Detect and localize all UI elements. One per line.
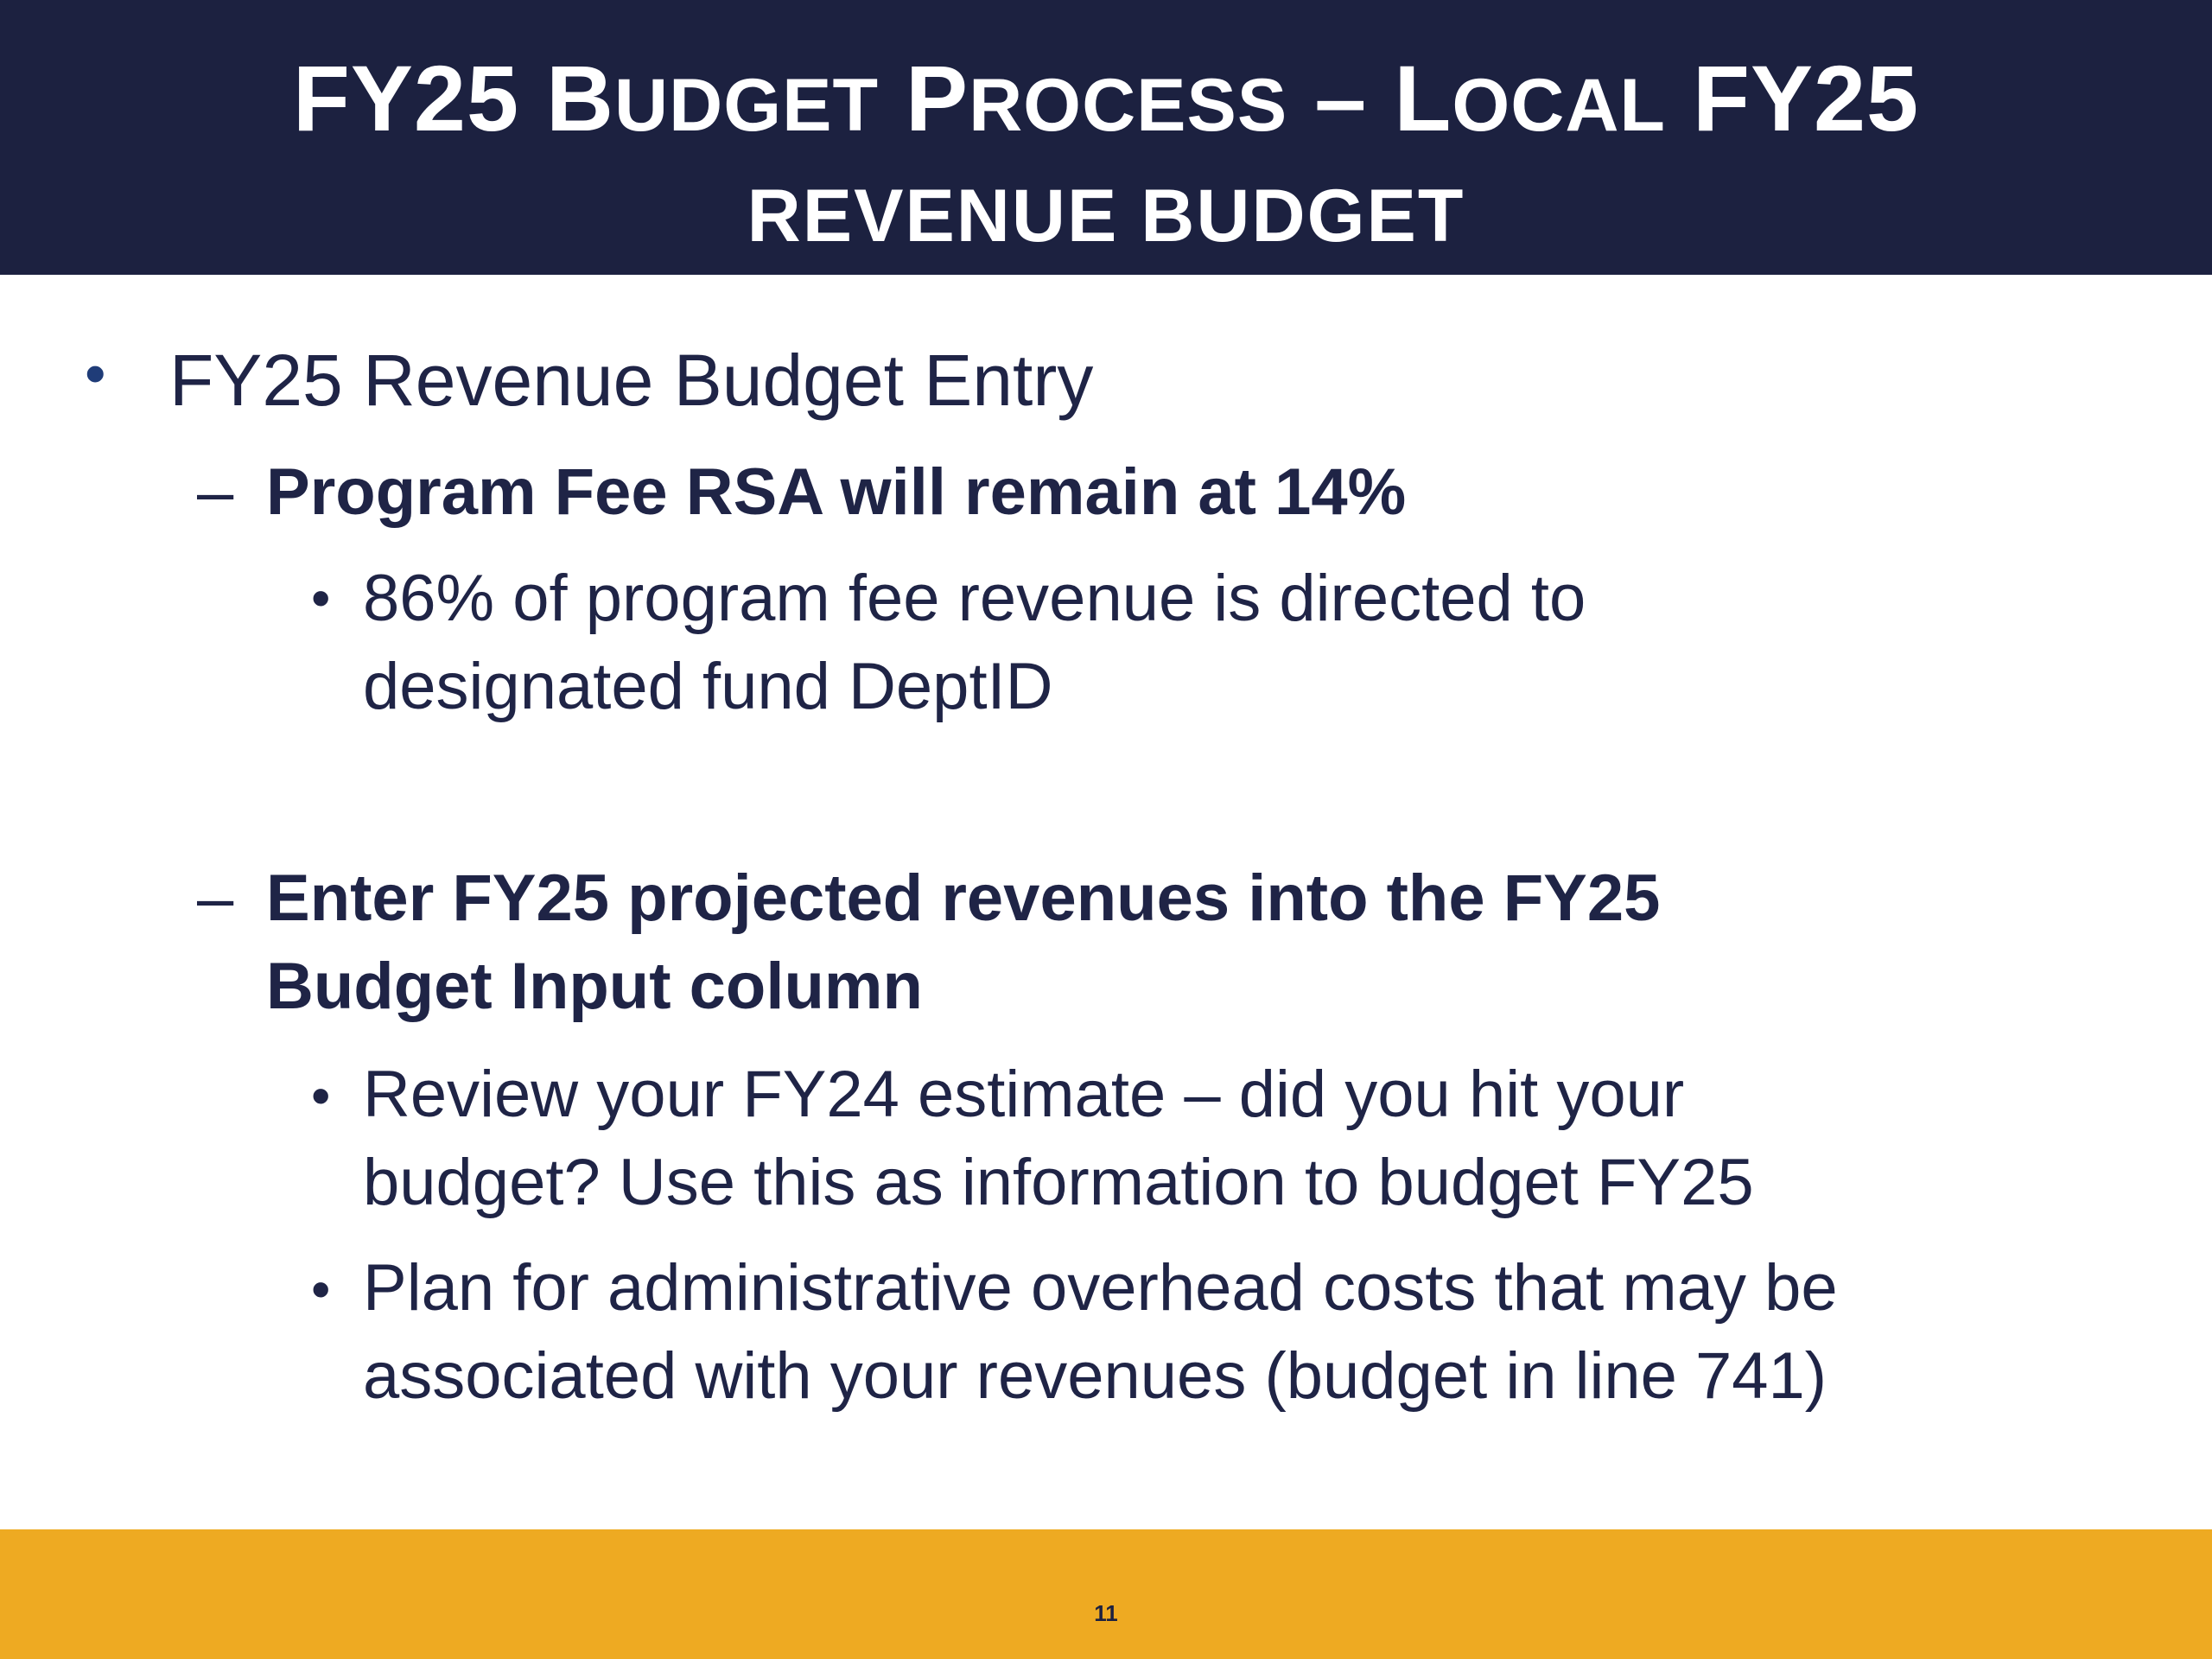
slide-header — [0, 0, 2212, 275]
title-fragment: FY25 B — [292, 46, 615, 150]
bullet-level3-text-line1: 86% of program fee revenue is directed to — [363, 562, 1586, 635]
title-fragment: P — [879, 46, 969, 150]
bullet-level3-text-line2: budget? Use this as information to budget FY25 — [363, 1146, 1754, 1219]
bullet-level2-text-line1: Enter FY25 projected revenues into the FY25 — [266, 861, 1661, 935]
bullet-level1-text: FY25 Revenue Budget Entry — [169, 340, 1094, 421]
bullet-icon: • — [311, 567, 331, 629]
page-number: 11 — [1094, 1600, 1118, 1626]
bullet-level2-text: Program Fee RSA will remain at 14% — [266, 455, 1407, 529]
bullet-level3-text-line2: designated fund DeptID — [363, 650, 1053, 723]
dash-bullet-icon: – — [197, 455, 234, 529]
slide-footer-bar — [0, 1529, 2212, 1659]
title-fragment: ROCESS — [969, 64, 1288, 147]
slide-title-line1 — [0, 45, 2212, 159]
bullet-level3-text-line1: Plan for administrative overhead costs that may be — [363, 1251, 1838, 1325]
bullet-level2-text-line2: Budget Input column — [266, 950, 923, 1023]
title-fragment: OCAL — [1452, 64, 1666, 147]
bullet-icon: • — [311, 1258, 331, 1320]
bullet-icon: • — [85, 340, 106, 407]
bullet-icon: • — [311, 1065, 331, 1127]
bullet-level3-text-line2: associated with your revenues (budget in line 741) — [363, 1339, 1827, 1413]
bullet-level3-text-line1: Review your FY24 estimate – did you hit your — [363, 1058, 1685, 1131]
dash-bullet-icon: – — [197, 861, 234, 935]
title-fragment: UDGET — [614, 64, 880, 147]
title-fragment: – L — [1287, 46, 1452, 150]
slide-title-line2: REVENUE BUDGET — [747, 175, 1465, 257]
title-fragment: FY25 — [1665, 46, 1920, 150]
